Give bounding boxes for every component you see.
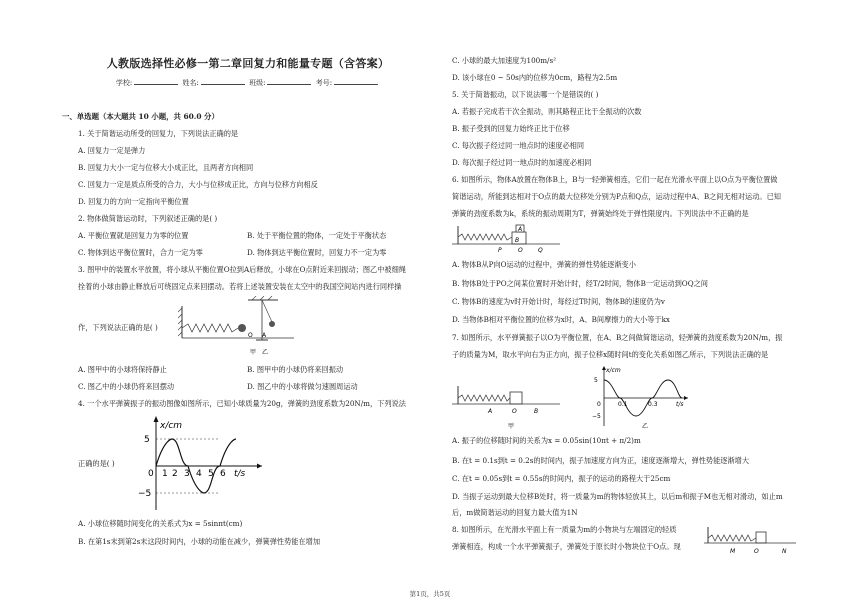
svg-text:O: O <box>518 247 523 254</box>
svg-text:Q: Q <box>538 247 543 254</box>
q8-stem-line2: 弹簧相连，构成一个水平弹簧振子，弹簧处于原长时小物块位于O点。现 <box>452 542 681 551</box>
q1-option-a: A. 回复力一定是弹力 <box>78 146 146 155</box>
q4-option-a: A. 小球位移随时间变化的关系式为x = 5sinπt(cm) <box>78 519 243 528</box>
q7-option-a: A. 振子的位移随时间的关系为x = 0.05sin(10πt + π/2)m <box>452 436 641 445</box>
svg-text:6: 6 <box>220 469 226 479</box>
q3-fig2-label: 乙 <box>262 349 269 356</box>
q3-option-c: C. 图乙中的小球仍将来回摆动 <box>78 382 175 391</box>
school-label: 学校: <box>115 79 133 87</box>
q6-stem-line3: 弹簧的劲度系数为k，系统的振动周期为T，弹簧始终处于弹性限度内。下列说法中不正确的是 <box>452 209 749 218</box>
q4-option-c: C. 小球的最大加速度为100m/s² <box>452 56 557 65</box>
student-info-line <box>62 79 434 88</box>
school-blank <box>134 79 178 85</box>
svg-text:B: B <box>515 237 520 244</box>
q6-option-c: C. 物体B的速度为v时开始计时，每经过T时间，物体B的速度仍为v <box>452 297 665 306</box>
q5-option-b: B. 振子受到的回复力始终正比于位移 <box>452 124 570 133</box>
svg-text:M: M <box>730 548 736 555</box>
section-heading: 一、单选题（本大题共 10 小题，共 60.0 分） <box>62 112 219 121</box>
svg-text:O: O <box>248 332 253 339</box>
svg-text:A: A <box>488 408 493 415</box>
q6-option-b: B. 物体B处于PO之间某位置时开始计时，经T/2时间，物体B一定运动到OQ之间 <box>452 279 708 288</box>
q6-option-a: A. 物体B从P向O运动的过程中，弹簧的弹性势能逐渐变小 <box>452 260 636 269</box>
class-blank <box>267 79 311 85</box>
q7-option-d-line1: D. 当振子运动到最大位移B处时，将一质量为m的物体轻放其上，以后m和振子M也无相对滑动，如止m <box>452 492 783 501</box>
q2-stem: 2. 物体做简谐运动时，下列叙述正确的是( ) <box>78 214 218 223</box>
q7-displacement-graph <box>592 364 692 430</box>
q5-option-c: C. 每次振子经过同一地点时的速度必相同 <box>452 141 585 150</box>
q3-figure-pendulum <box>238 296 298 358</box>
name-blank <box>201 79 245 85</box>
q7-fig1-label: 甲 <box>508 423 515 430</box>
q7-fig2-label: 乙 <box>642 423 649 430</box>
q1-stem: 1. 关于简谐运动所受的回复力，下列说法正确的是 <box>78 129 239 138</box>
q3-fig1-label: 甲 <box>250 349 257 356</box>
q7-stem-line1: 7. 如图所示，水平弹簧振子以O为平衡位置，在A、B之间做简谐运动，轻弹簧的劲度系数为20N/m，振 <box>452 333 783 342</box>
svg-text:x/cm: x/cm <box>160 421 183 431</box>
svg-text:B: B <box>534 408 539 415</box>
exam-no-blank <box>334 79 378 85</box>
q3-stem-line2: 拴着的小球由静止释放后可绕固定点来回摆动。若将上述装置安装在太空中的我国空间站内进行同样操 <box>78 282 402 291</box>
svg-text:5: 5 <box>144 435 150 445</box>
svg-text:1: 1 <box>162 469 168 479</box>
q7-option-c: C. 在t = 0.05s到t = 0.55s的时间内，振子的运动的路程大于25cm <box>452 474 671 483</box>
q3-stem-line1: 3. 图甲中的装置水平放置，将小球从平衡位置O拉到A后释放，小球在O点附近来回振动；图乙中被细绳 <box>78 265 406 274</box>
exam-no-label: 考号: <box>315 79 333 87</box>
q3-option-b: B. 图甲中的小球仍将来回振动 <box>247 365 344 374</box>
q4-stem: 4. 一个水平弹簧振子的振动图像如图所示，已知小球质量为20g，弹簧的劲度系数为20N/m，下列说法 <box>78 399 406 408</box>
svg-text:0: 0 <box>148 469 154 479</box>
svg-text:N: N <box>782 548 787 555</box>
q4-stem-line2: 正确的是( ) <box>78 459 115 468</box>
svg-text:5: 5 <box>594 377 598 384</box>
q8-stem-line1: 8. 如图所示，在光滑水平面上有一质量为m的小物块与左端固定的轻质 <box>452 525 677 534</box>
q6-stem-line2: 简谐运动，所能到达相对于O点的最大位移处分别为P点和Q点，运动过程中A、B之间无相对运动。已知 <box>452 192 781 201</box>
q7-option-d-line2: 后，m做简谐运动的回复力最大值为1N <box>452 508 578 517</box>
q2-option-d: D. 物体到达平衡位置时，回复力不一定为零 <box>247 248 387 257</box>
q7-figure-spring <box>452 380 562 432</box>
q1-option-d: D. 回复力的方向一定指向平衡位置 <box>78 197 189 206</box>
q1-option-c: C. 回复力一定是质点所受的合力，大小与位移成正比，方向与位移方向相反 <box>78 180 318 189</box>
svg-text:t/s: t/s <box>234 469 246 479</box>
q4-option-b: B. 在第1s末到第2s末这段时间内，小球的动能在减少，弹簧弹性势能在增加 <box>78 537 321 546</box>
svg-text:t/s: t/s <box>676 401 684 408</box>
q3-stem-line3: 作，下列说法正确的是( ) <box>78 323 158 332</box>
q3-option-d: D. 图乙中的小球将做匀速圆周运动 <box>247 382 358 391</box>
q5-option-d: D. 每次振子经过同一地点时的加速度必相同 <box>452 158 592 167</box>
q1-option-b: B. 回复力大小一定与位移大小成正比，且两者方向相同 <box>78 163 254 172</box>
svg-text:4: 4 <box>196 469 202 479</box>
svg-text:x/cm: x/cm <box>606 367 621 374</box>
svg-text:0.1: 0.1 <box>618 401 628 408</box>
q3-option-a: A. 图甲中的小球将保持静止 <box>78 365 167 374</box>
q7-stem-line2: 子的质量为M，取水平向右为正方向，振子位移x随时间t的变化关系如图乙所示，下列说法正确的是 <box>452 350 769 359</box>
q8-figure-spring <box>704 523 798 557</box>
page-title: 人教版选择性必修一第二章回复力和能量专题（含答案） <box>106 57 390 70</box>
page-footer: 第1页，共5页 <box>409 590 451 598</box>
q2-option-b: B. 处于平衡位置的物体，一定处于平衡状态 <box>247 231 387 240</box>
svg-text:O: O <box>512 408 517 415</box>
class-label: 班级: <box>249 79 266 87</box>
q2-option-a: A. 平衡位置就是回复力为零的位置 <box>78 231 189 240</box>
q4-vibration-graph <box>136 414 266 514</box>
svg-text:A: A <box>262 332 267 339</box>
q6-figure-spring-blocks <box>452 222 562 254</box>
svg-text:0.3: 0.3 <box>648 401 658 408</box>
q2-option-c: C. 物体到达平衡位置时，合力一定为零 <box>78 248 203 257</box>
svg-text:−5: −5 <box>592 413 601 420</box>
svg-text:A: A <box>518 226 523 233</box>
q6-option-d: D. 当物体B相对平衡位置的位移为x时，A、B间摩擦力的大小等于kx <box>452 315 670 324</box>
svg-text:5: 5 <box>208 469 214 479</box>
svg-text:P: P <box>498 247 502 254</box>
svg-text:2: 2 <box>172 469 178 479</box>
q5-stem: 5. 关于简谐振动，以下说法哪一个是错误的( ) <box>452 90 599 99</box>
q7-option-b: B. 在t = 0.1s到t = 0.2s的时间内，振子加速度方向为正，速度逐渐增大，弹性势能逐渐增大 <box>452 456 750 465</box>
q5-option-a: A. 若振子完成若干次全振动，则其路程正比于全振动的次数 <box>452 107 642 116</box>
svg-text:−5: −5 <box>138 489 152 499</box>
q6-stem-line1: 6. 如图所示，物体A放置在物体B上，B与一轻弹簧相连，它们一起在光滑水平面上以O点为平衡位置做 <box>452 175 778 184</box>
svg-text:3: 3 <box>184 469 190 479</box>
name-label: 姓名: <box>182 79 199 87</box>
q4-option-d: D. 该小球在0 ~ 50s内的位移为0cm，路程为2.5m <box>452 73 618 82</box>
svg-text:O: O <box>754 548 759 555</box>
svg-text:0: 0 <box>597 401 601 408</box>
